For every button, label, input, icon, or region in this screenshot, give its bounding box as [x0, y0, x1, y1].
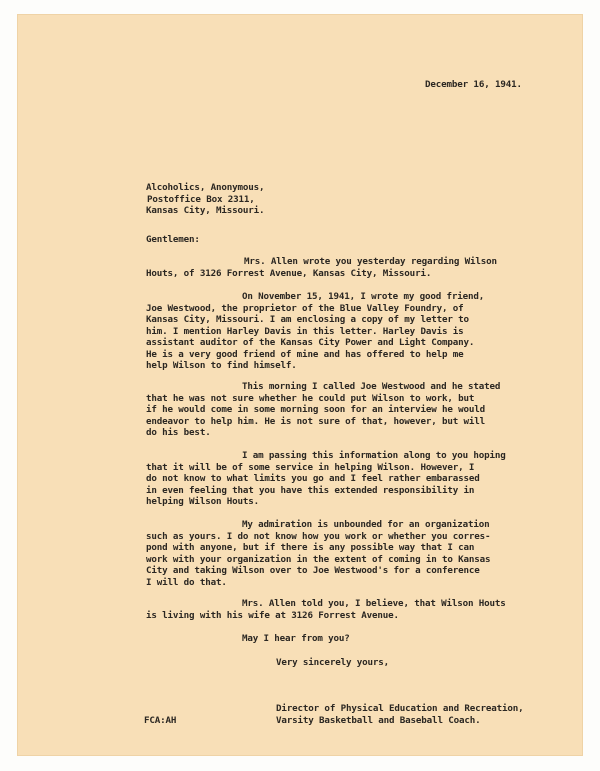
paragraph-3 — [146, 381, 500, 439]
paragraph-4 — [146, 450, 506, 508]
paragraph-line: My admiration is unbounded for an organization — [242, 519, 490, 530]
paragraph-line: work with your organization in the extent of coming in to Kansas — [146, 553, 491, 565]
paragraph-line: pond with anyone, but if there is any possible way that I can — [146, 542, 475, 553]
paragraph-line: do not know to what limits you go and I feel rather embarassed — [146, 473, 480, 484]
paragraph-line: Houts, of 3126 Forrest Avenue, Kansas City, Missouri. — [146, 267, 432, 279]
signature-title — [276, 703, 524, 726]
paragraph-line: helping Wilson Houts. — [146, 496, 260, 507]
paragraph-6 — [146, 598, 506, 621]
paragraph-line: Joe Westwood, the proprietor of the Blue Valley Foundry, of — [146, 302, 464, 314]
paragraph-line: This morning I called Joe Westwood and he stated — [242, 381, 501, 392]
closing-question: May I hear from you? — [242, 633, 350, 644]
salutation: Gentlemen: — [146, 234, 200, 245]
letter-date: December 16, 1941. — [425, 79, 522, 90]
complimentary-close: Very sincerely yours, — [276, 657, 390, 668]
paragraph-line: City and taking Wilson over to Joe Westwood's for a conference — [146, 565, 480, 576]
paragraph-line: endeavor to help him. He is not sure of that, however, but will — [146, 415, 486, 427]
paragraph-line: do his best. — [146, 427, 211, 438]
signature-title-line: Varsity Basketball and Baseball Coach. — [276, 714, 481, 726]
recipient-line: Postoffice Box 2311, — [147, 193, 255, 205]
paragraph-line: that it will be of some service in helping Wilson. However, I — [146, 461, 475, 473]
recipient-line: Alcoholics, Anonymous, — [146, 182, 265, 193]
paragraph-line: that he was not sure whether he could put Wilson to work, but — [146, 392, 475, 404]
paragraph-2 — [146, 291, 484, 372]
paragraph-line: He is a very good friend of mine and has offered to help me — [146, 348, 464, 360]
paragraph-1 — [146, 256, 497, 279]
paragraph-line: him. I mention Harley Davis in this letter. Harley Davis is — [146, 325, 464, 337]
paragraph-line: if he would come in some morning soon for an interview he would — [146, 404, 486, 415]
paragraph-5 — [146, 519, 490, 588]
recipient-address — [146, 182, 264, 217]
paragraph-line: Kansas City, Missouri. I am enclosing a copy of my letter to — [146, 314, 469, 325]
paragraph-line: assistant auditor of the Kansas City Power and Light Company. — [146, 337, 475, 348]
paragraph-line: I will do that. — [146, 576, 227, 588]
paragraph-line: such as yours. I do not know how you work or whether you corres- — [146, 530, 491, 542]
signature-title-line: Director of Physical Education and Recreation, — [276, 703, 524, 714]
recipient-line: Kansas City, Missouri. — [146, 205, 265, 216]
paragraph-line: Mrs. Allen wrote you yesterday regarding Wilson — [244, 256, 497, 267]
paragraph-line: is living with his wife at 3126 Forrest Avenue. — [146, 609, 399, 621]
typist-initials: FCA:AH — [144, 715, 177, 726]
paragraph-line: I am passing this information along to you hoping — [242, 450, 506, 461]
paragraph-line: in even feeling that you have this extended responsibility in — [146, 484, 475, 496]
paragraph-line: On November 15, 1941, I wrote my good friend, — [242, 291, 485, 302]
paragraph-line: Mrs. Allen told you, I believe, that Wilson Houts — [242, 598, 506, 609]
paragraph-line: help Wilson to find himself. — [146, 360, 297, 371]
letter-sheet — [17, 14, 583, 756]
